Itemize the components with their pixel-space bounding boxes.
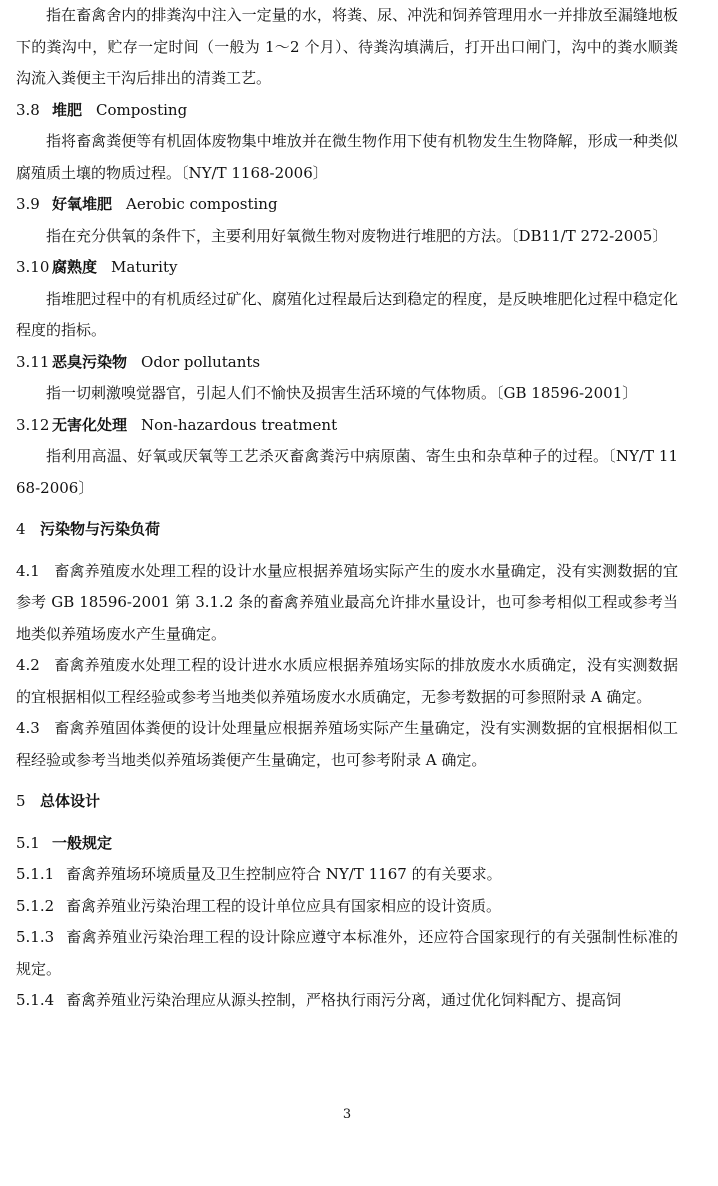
chapter-heading-4 <box>16 514 678 546</box>
clause-5-1-3 <box>16 922 678 985</box>
clause-number: 4.1 <box>16 561 40 580</box>
term-chinese-name: 恶臭污染物 <box>52 352 128 371</box>
term-definition-3-9: 指在充分供氧的条件下，主要利用好氧微生物对废物进行堆肥的方法。〔DB11/T 272-2005〕 <box>46 226 668 245</box>
term-english-name: Maturity <box>111 258 178 276</box>
term-heading-3-10 <box>16 252 678 284</box>
clause-5-1-1 <box>16 859 678 891</box>
clause-4-2 <box>16 650 678 713</box>
chapter-number: 4 <box>16 520 26 538</box>
clause-text: 畜禽养殖场环境质量及卫生控制应符合 NY/T 1167 的有关要求。 <box>66 865 502 883</box>
clause-number: 4.3 <box>16 719 40 737</box>
chapter-heading-5 <box>16 786 678 818</box>
clause-text: 畜禽养殖业污染治理工程的设计除应遵守本标准外，还应符合国家现行的有关强制性标准的规定。 <box>16 928 678 978</box>
term-chinese-name: 腐熟度 <box>52 258 98 276</box>
clause-text: 畜禽养殖废水处理工程的设计进水水质应根据养殖场实际的排放废水水质确定，没有实测数据的宜根据相似工程经验或参考当地类似养殖场废水水质确定，无参考数据的可参照附录 A 确定。 <box>16 656 678 706</box>
clause-4-3 <box>16 713 678 776</box>
term-english-name: Aerobic composting <box>126 195 278 213</box>
clause-5-1-4 <box>16 985 678 1017</box>
term-heading-3-8 <box>16 95 678 127</box>
chapter-title: 总体设计 <box>40 792 101 810</box>
clause-4-1 <box>16 556 678 651</box>
term-number: 3.11 <box>16 352 50 371</box>
clause-text: 畜禽养殖业污染治理应从源头控制，严格执行雨污分离，通过优化饲料配方、提高饲 <box>66 991 622 1009</box>
clause-text: 畜禽养殖业污染治理工程的设计单位应具有国家相应的设计资质。 <box>66 896 502 915</box>
clause-number: 5.1.2 <box>16 896 55 915</box>
intro-paragraph: 指在畜禽舍内的排粪沟中注入一定量的水，将粪、尿、冲洗和饲养管理用水一并排放至漏缝地板下的粪沟中，贮存一定时间（一般为 1～2 个月）、待粪沟填满后，打开出口闸门，沟中的粪水顺粪沟流入粪便主干沟后排出的清粪工艺。 <box>16 6 678 87</box>
term-heading-3-12 <box>16 410 678 442</box>
clause-number: 5.1.1 <box>16 865 55 883</box>
term-chinese-name: 好氧堆肥 <box>52 195 113 213</box>
clause-text: 畜禽养殖废水处理工程的设计水量应根据养殖场实际产生的废水水量确定，没有实测数据的宜参考 GB 18596-2001 第 3.1.2 条的畜禽养殖业最高允许排水量设计，也可参考相似工程或参考当地类似养殖场废水产生量确定。 <box>16 561 678 643</box>
clause-number: 5.1.4 <box>16 991 55 1009</box>
term-number: 3.8 <box>16 100 40 119</box>
term-english-name: Composting <box>96 100 188 119</box>
chapter-title: 污染物与污染负荷 <box>40 520 161 538</box>
chapter-number: 5 <box>16 792 26 810</box>
term-chinese-name: 无害化处理 <box>52 415 128 434</box>
clause-number: 4.2 <box>16 656 40 674</box>
clause-number: 5.1.3 <box>16 928 55 946</box>
term-definition-3-11: 指一切刺激嗅觉器官，引起人们不愉快及损害生活环境的气体物质。〔GB 18596-2001〕 <box>46 384 638 402</box>
term-heading-3-9 <box>16 189 678 221</box>
clause-5-1-2 <box>16 891 678 923</box>
term-definition-3-10: 指堆肥过程中的有机质经过矿化、腐殖化过程最后达到稳定的程度，是反映堆肥化过程中稳定化程度的指标。 <box>16 289 678 339</box>
section-heading-5-1 <box>16 828 678 860</box>
term-definition-3-8: 指将畜禽粪便等有机固体废物集中堆放并在微生物作用下使有机物发生生物降解，形成一种类似腐殖质土壤的物质过程。〔NY/T 1168-2006〕 <box>16 132 678 182</box>
term-english-name: Odor pollutants <box>141 352 261 371</box>
term-chinese-name: 堆肥 <box>52 100 83 119</box>
term-number: 3.10 <box>16 258 50 276</box>
document-page <box>16 0 678 1017</box>
term-heading-3-11 <box>16 347 678 379</box>
section-title: 一般规定 <box>52 833 113 852</box>
term-number: 3.9 <box>16 195 40 213</box>
term-english-name: Non-hazardous treatment <box>141 415 338 434</box>
page-number: 3 <box>342 1107 352 1122</box>
section-number: 5.1 <box>16 833 40 852</box>
term-definition-3-12: 指利用高温、好氧或厌氧等工艺杀灭畜禽粪污中病原菌、寄生虫和杂草种子的过程。〔NY/T 1168-2006〕 <box>16 447 678 497</box>
clause-text: 畜禽养殖固体粪便的设计处理量应根据养殖场实际产生量确定，没有实测数据的宜根据相似工程经验或参考当地类似养殖场粪便产生量确定，也可参考附录 A 确定。 <box>16 719 678 769</box>
term-number: 3.12 <box>16 415 50 434</box>
